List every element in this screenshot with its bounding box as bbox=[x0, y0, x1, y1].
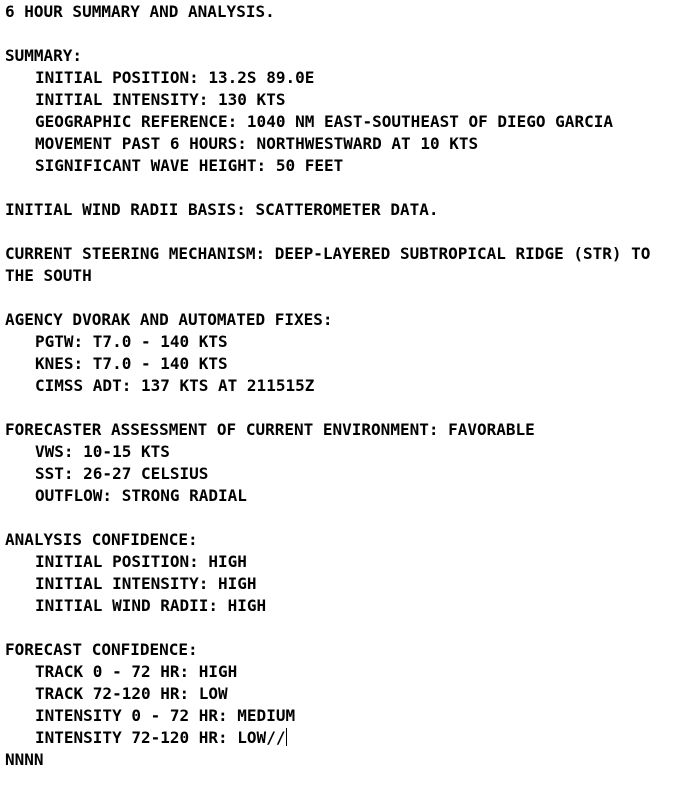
analysis-confidence-line: INITIAL POSITION: HIGH bbox=[35, 552, 247, 571]
analysis-confidence-line: INITIAL WIND RADII: HIGH bbox=[35, 596, 267, 615]
environment-line: OUTFLOW: STRONG RADIAL bbox=[35, 486, 247, 505]
fix-line: KNES: T7.0 - 140 KTS bbox=[35, 354, 228, 373]
fix-line: PGTW: T7.0 - 140 KTS bbox=[35, 332, 228, 351]
summary-line: INITIAL INTENSITY: 130 KTS bbox=[35, 90, 286, 109]
summary-heading: SUMMARY: bbox=[5, 46, 83, 65]
environment-line: VWS: 10-15 KTS bbox=[35, 442, 170, 461]
fix-line: CIMSS ADT: 137 KTS AT 211515Z bbox=[35, 376, 315, 395]
summary-line: GEOGRAPHIC REFERENCE: 1040 NM EAST-SOUTHEAST OF DIEGO GARCIA bbox=[35, 112, 613, 131]
wind-radii-basis: INITIAL WIND RADII BASIS: SCATTEROMETER DATA. bbox=[5, 200, 439, 219]
end-marker: NNNN bbox=[5, 750, 44, 769]
steering-line-1: CURRENT STEERING MECHANISM: DEEP-LAYERED SUBTROPICAL RIDGE (STR) TO bbox=[5, 244, 651, 263]
summary-line: MOVEMENT PAST 6 HOURS: NORTHWESTWARD AT 10 KTS bbox=[35, 134, 479, 153]
summary-line: INITIAL POSITION: 13.2S 89.0E bbox=[35, 68, 315, 87]
summary-line: SIGNIFICANT WAVE HEIGHT: 50 FEET bbox=[35, 156, 344, 175]
forecast-confidence-line: INTENSITY 72-120 HR: LOW// bbox=[35, 728, 286, 747]
forecast-confidence-line: TRACK 0 - 72 HR: HIGH bbox=[35, 662, 238, 681]
forecast-confidence-line: INTENSITY 0 - 72 HR: MEDIUM bbox=[35, 706, 296, 725]
fixes-heading: AGENCY DVORAK AND AUTOMATED FIXES: bbox=[5, 310, 333, 329]
forecast-confidence-heading: FORECAST CONFIDENCE: bbox=[5, 640, 198, 659]
environment-line: SST: 26-27 CELSIUS bbox=[35, 464, 209, 483]
analysis-confidence-line: INITIAL INTENSITY: HIGH bbox=[35, 574, 257, 593]
text-cursor bbox=[286, 728, 287, 746]
steering-line-2: THE SOUTH bbox=[5, 266, 92, 285]
document-text[interactable] bbox=[5, 1, 650, 771]
report-title: 6 HOUR SUMMARY AND ANALYSIS. bbox=[5, 2, 275, 21]
analysis-confidence-heading: ANALYSIS CONFIDENCE: bbox=[5, 530, 198, 549]
forecast-confidence-line: TRACK 72-120 HR: LOW bbox=[35, 684, 228, 703]
environment-heading: FORECASTER ASSESSMENT OF CURRENT ENVIRONMENT: FAVORABLE bbox=[5, 420, 535, 439]
forecast-confidence-last-line bbox=[5, 727, 650, 749]
